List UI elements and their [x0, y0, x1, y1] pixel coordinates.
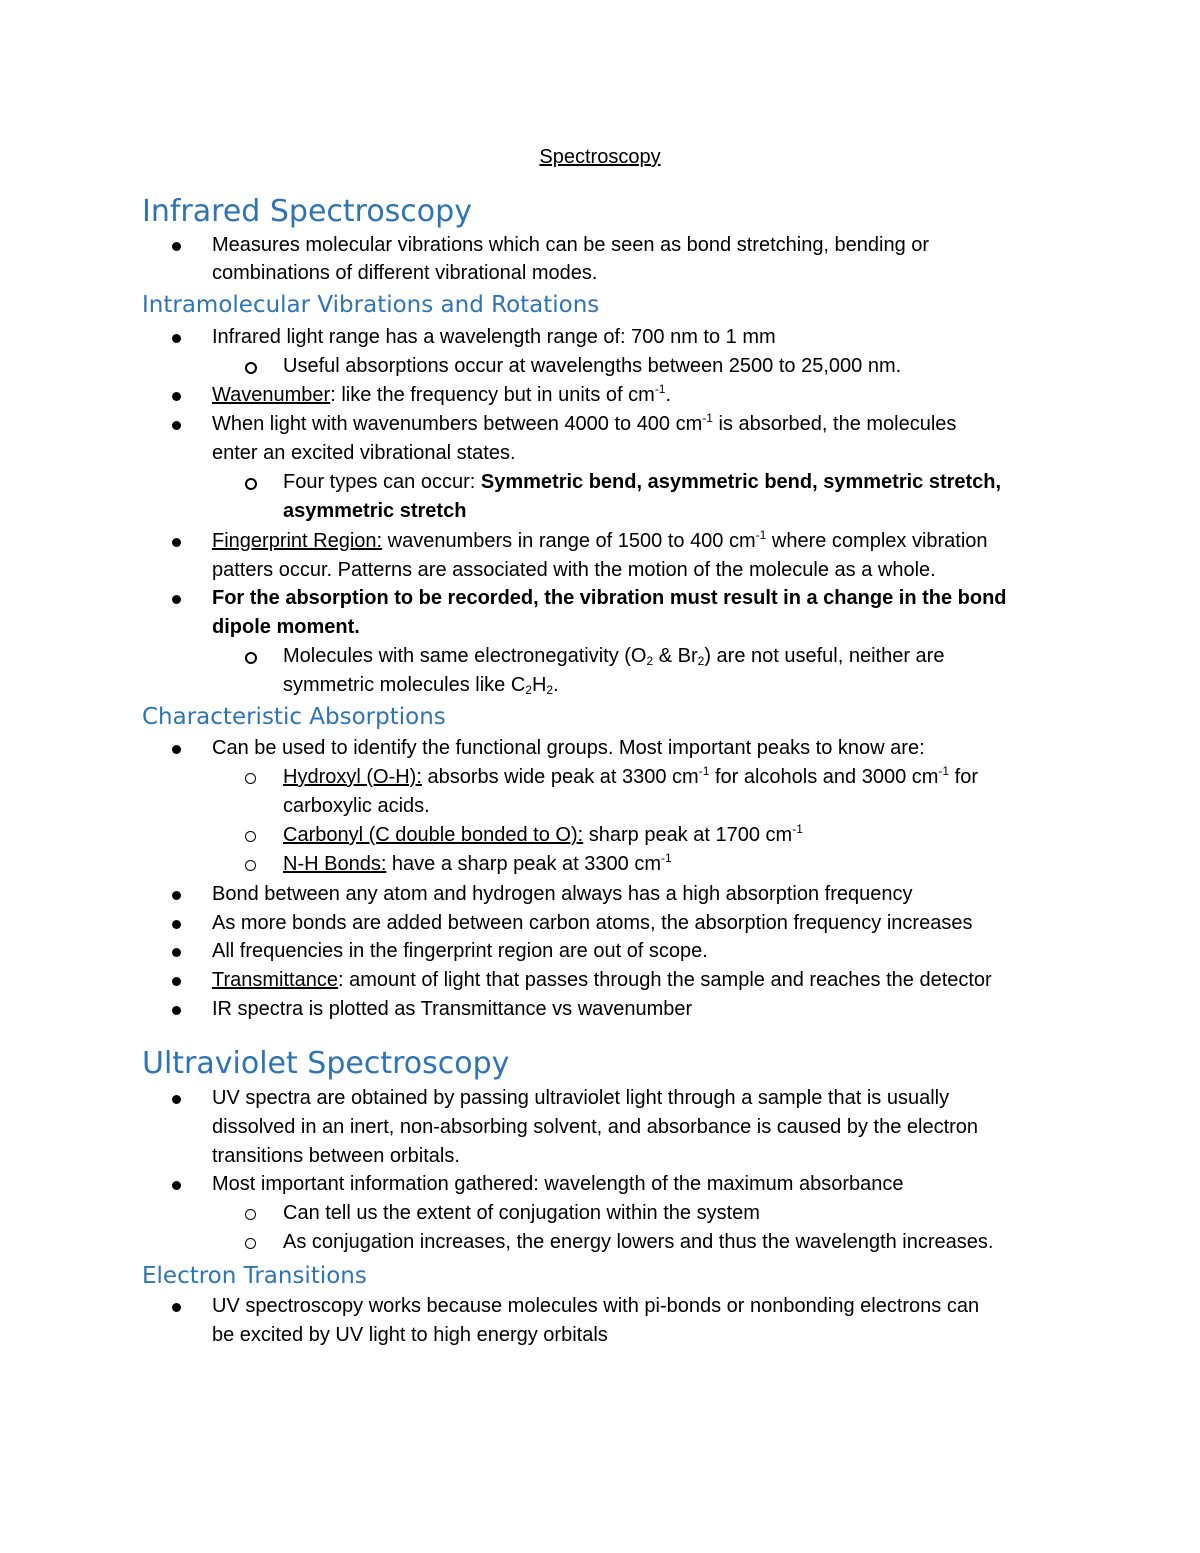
text-segment: wavenumbers in range of 1500 to 400 cm [382, 530, 756, 552]
text-segment: for alcohols and 3000 cm [709, 766, 939, 788]
subscript: 2 [646, 654, 654, 668]
list-item-continued: patters occur. Patterns are associated with the motion of the molecule as a whole. [212, 559, 936, 581]
text-segment: absorbs wide peak at 3300 cm [421, 766, 699, 788]
text-segment: H [531, 674, 547, 696]
text-segment: sharp peak at 1700 cm [583, 824, 793, 846]
text-segment: When light with wavenumbers between 4000 to 400 cm [212, 413, 703, 435]
text-segment: is absorbed, the molecules [712, 413, 957, 435]
bold-text: asymmetric stretch [283, 500, 467, 522]
heading-characteristic-absorptions: Characteristic Absorptions [142, 704, 446, 730]
subscript: 2 [525, 683, 532, 697]
sub-list-item: As conjugation increases, the energy lowers and thus the wavelength increases. [283, 1231, 994, 1253]
sub-list-item-continued [283, 497, 466, 526]
superscript: -1 [698, 764, 710, 778]
list-item-wavenumber [212, 381, 671, 410]
sub-list-item-continued: carboxylic acids. [283, 795, 430, 817]
term-fingerprint-region: Fingerprint Region: [212, 530, 383, 552]
list-item: Bond between any atom and hydrogen always has a high absorption frequency [212, 883, 913, 905]
superscript: -1 [938, 764, 950, 778]
definition-text: : like the frequency but in units of cm [330, 384, 655, 406]
list-item-continued: dissolved in an inert, non-absorbing solvent, and absorbance is caused by the electron [212, 1116, 979, 1138]
sub-list-item-types [283, 468, 1001, 497]
subscript: 2 [697, 654, 705, 668]
list-item-transmittance [212, 966, 992, 995]
heading-electron-transitions: Electron Transitions [142, 1263, 367, 1289]
list-item: Infrared light range has a wavelength range of: 700 nm to 1 mm [212, 326, 776, 348]
superscript: -1 [755, 528, 767, 542]
list-item-dipole [212, 584, 1007, 613]
list-item-continued: be excited by UV light to high energy orbitals [212, 1324, 608, 1346]
heading-intramolecular-vibrations: Intramolecular Vibrations and Rotations [142, 292, 600, 318]
list-item: IR spectra is plotted as Transmittance vs wavenumber [212, 998, 693, 1020]
list-item: UV spectra are obtained by passing ultraviolet light through a sample that is usually [212, 1087, 950, 1109]
sub-list-item: Useful absorptions occur at wavelengths between 2500 to 25,000 nm. [283, 355, 902, 377]
list-item: Can be used to identify the functional groups. Most important peaks to know are: [212, 737, 925, 759]
list-item-absorb [212, 410, 956, 439]
sub-list-item-continued [283, 671, 559, 700]
list-item: As more bonds are added between carbon atoms, the absorption frequency increases [212, 912, 973, 934]
superscript: -1 [661, 851, 672, 865]
list-item: UV spectroscopy works because molecules with pi-bonds or nonbonding electrons can [212, 1295, 980, 1317]
heading-ultraviolet-spectroscopy: Ultraviolet Spectroscopy [142, 1046, 510, 1081]
term-carbonyl: Carbonyl (C double bonded to O): [283, 824, 584, 846]
term-transmittance: Transmittance [212, 969, 338, 991]
list-item: All frequencies in the fingerprint region are out of scope. [212, 940, 708, 962]
term-hydroxyl: Hydroxyl (O-H): [283, 766, 422, 788]
list-item-continued: transitions between orbitals. [212, 1145, 460, 1167]
text-segment: symmetric molecules like C [283, 674, 526, 696]
term-nh-bonds: N-H Bonds: [283, 853, 387, 875]
document-title: Spectroscopy [539, 146, 661, 168]
bold-text: dipole moment. [212, 616, 360, 638]
list-item-fingerprint [212, 527, 988, 556]
text-segment: . [553, 674, 559, 696]
text-segment: Four types can occur: [283, 471, 481, 493]
bold-text: Symmetric bend, asymmetric bend, symmetric stretch, [480, 471, 1002, 493]
list-item: Measures molecular vibrations which can be seen as bond stretching, bending or [212, 234, 930, 256]
sub-list-item-hydroxyl [283, 763, 978, 792]
sub-list-item-nh-bonds [283, 850, 672, 879]
superscript: -1 [702, 411, 713, 425]
list-item-continued [212, 613, 360, 642]
list-item-continued: combinations of different vibrational modes. [212, 262, 598, 284]
text-segment: have a sharp peak at 3300 cm [386, 853, 661, 875]
term-wavenumber: Wavenumber [212, 384, 331, 406]
text-segment: where complex vibration [766, 530, 988, 552]
superscript: -1 [654, 382, 666, 396]
list-item-continued: enter an excited vibrational states. [212, 442, 516, 464]
text-segment: Molecules with same electronegativity (O [283, 645, 647, 667]
sub-list-item-carbonyl [283, 821, 803, 850]
list-item: Most important information gathered: wavelength of the maximum absorbance [212, 1173, 904, 1195]
text-segment: for [949, 766, 978, 788]
sub-list-item-electronegativity [283, 642, 944, 671]
bold-text: For the absorption to be recorded, the vibration must result in a change in the bond [212, 587, 1007, 609]
punctuation: . [665, 384, 672, 406]
heading-infrared-spectroscopy: Infrared Spectroscopy [142, 194, 472, 229]
superscript: -1 [792, 822, 803, 836]
text-segment: & Br [653, 645, 698, 667]
sub-list-item: Can tell us the extent of conjugation within the system [283, 1202, 760, 1224]
subscript: 2 [546, 683, 554, 697]
text-segment: ) are not useful, neither are [704, 645, 945, 667]
definition-text: : amount of light that passes through the sample and reaches the detector [337, 969, 992, 991]
